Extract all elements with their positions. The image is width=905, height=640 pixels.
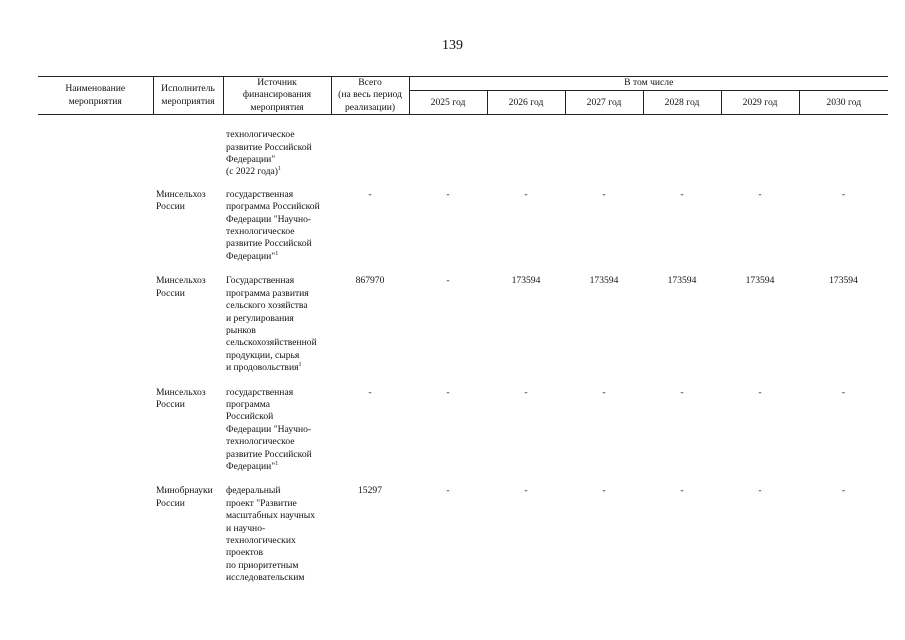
- table-row: [38, 485, 888, 596]
- footnote-mark: 1: [275, 460, 279, 467]
- row-executor: [153, 129, 223, 189]
- row-year-value: -: [524, 386, 528, 398]
- row-executor: Минсельхоз России: [156, 275, 206, 299]
- row-total: 867970: [355, 275, 385, 287]
- row-year-value: -: [446, 188, 450, 200]
- row-total: 15297: [358, 485, 382, 497]
- row-source: [223, 275, 331, 386]
- row-source-text: технологическое развитие Российской Федерации" (с 2022 года): [226, 129, 312, 178]
- row-year-value: -: [841, 188, 846, 200]
- row-year-value: -: [758, 485, 762, 497]
- row-total: [331, 129, 409, 189]
- row-executor: Минсельхоз России: [156, 386, 206, 410]
- row-year-value: -: [524, 188, 528, 200]
- row-year-value: -: [446, 386, 450, 398]
- row-year-value: -: [680, 485, 684, 497]
- row-source-text: Государственная программа развития сельского хозяйства и регулирования рынков сельскохозяйственной продукции, сырья и продовольствия: [226, 275, 317, 374]
- row-name: [38, 275, 153, 386]
- row-total: -: [368, 386, 372, 398]
- row-year-value: -: [446, 485, 450, 497]
- header-source: Источник финансирования мероприятия: [223, 77, 331, 115]
- table-row: [38, 189, 888, 275]
- header-name: Наименование мероприятия: [38, 77, 153, 115]
- header-year: 2026 год: [487, 91, 565, 115]
- row-name: [38, 387, 153, 486]
- row-year-value: 173594: [667, 275, 697, 287]
- header-executor: Исполнитель мероприятия: [153, 77, 223, 115]
- table-row: [38, 275, 888, 386]
- row-name: [38, 189, 153, 275]
- header-year: 2027 год: [565, 91, 643, 115]
- header-year: 2029 год: [721, 91, 799, 115]
- row-year-value: -: [758, 386, 762, 398]
- row-year-value: -: [680, 188, 684, 200]
- footnote-mark: 1: [275, 250, 279, 257]
- row-total: -: [368, 188, 372, 200]
- row-year-value: [409, 129, 487, 189]
- row-executor: Минсельхоз России: [156, 188, 206, 213]
- row-year-value: -: [446, 275, 450, 287]
- row-source-text: государственная программа Российской Федерации "Научно- технологическое развитие Российской Федерации": [226, 188, 320, 262]
- row-source: [223, 189, 331, 275]
- row-year-value: -: [602, 386, 606, 398]
- header-year: 2025 год: [409, 91, 487, 115]
- table-row: [38, 129, 888, 189]
- row-year-value: -: [841, 485, 846, 497]
- row-executor: Минобрнауки России: [156, 485, 213, 509]
- row-name: [38, 485, 153, 596]
- row-year-value: [721, 129, 799, 189]
- table-row: [38, 387, 888, 486]
- row-source: [223, 387, 331, 486]
- row-year-value: -: [524, 485, 528, 497]
- row-year-value: [643, 129, 721, 189]
- header-including: В том числе: [409, 77, 888, 91]
- table-spacer: [38, 115, 888, 130]
- header-year: 2030 год: [799, 91, 888, 115]
- row-year-value: -: [602, 188, 606, 200]
- row-year-value: [799, 129, 888, 189]
- row-year-value: -: [602, 485, 606, 497]
- row-year-value: [565, 129, 643, 189]
- row-year-value: 173594: [829, 275, 858, 287]
- row-name: [38, 129, 153, 189]
- header-year: 2028 год: [643, 91, 721, 115]
- page-number: 139: [442, 38, 463, 53]
- row-year-value: 173594: [511, 275, 541, 287]
- funding-table: [38, 76, 888, 597]
- row-year-value: -: [680, 386, 684, 398]
- row-source-text: государственная программа Российской Федерации "Научно- технологическое развитие Российской Федерации": [226, 386, 312, 472]
- footnote-mark: 1: [298, 361, 302, 368]
- row-year-value: -: [841, 386, 846, 398]
- row-year-value: 173594: [745, 275, 775, 287]
- row-year-value: 173594: [589, 275, 619, 287]
- header-total: Всего (на весь период реализации): [331, 77, 409, 115]
- row-year-value: -: [758, 188, 762, 200]
- row-source-text: федеральный проект "Развитие масштабных научных и научно- технологических проектов по приоритетным исследовательским: [226, 485, 316, 584]
- row-year-value: [487, 129, 565, 189]
- row-source: [223, 485, 331, 596]
- row-source: [223, 129, 331, 189]
- footnote-mark: 1: [278, 166, 281, 173]
